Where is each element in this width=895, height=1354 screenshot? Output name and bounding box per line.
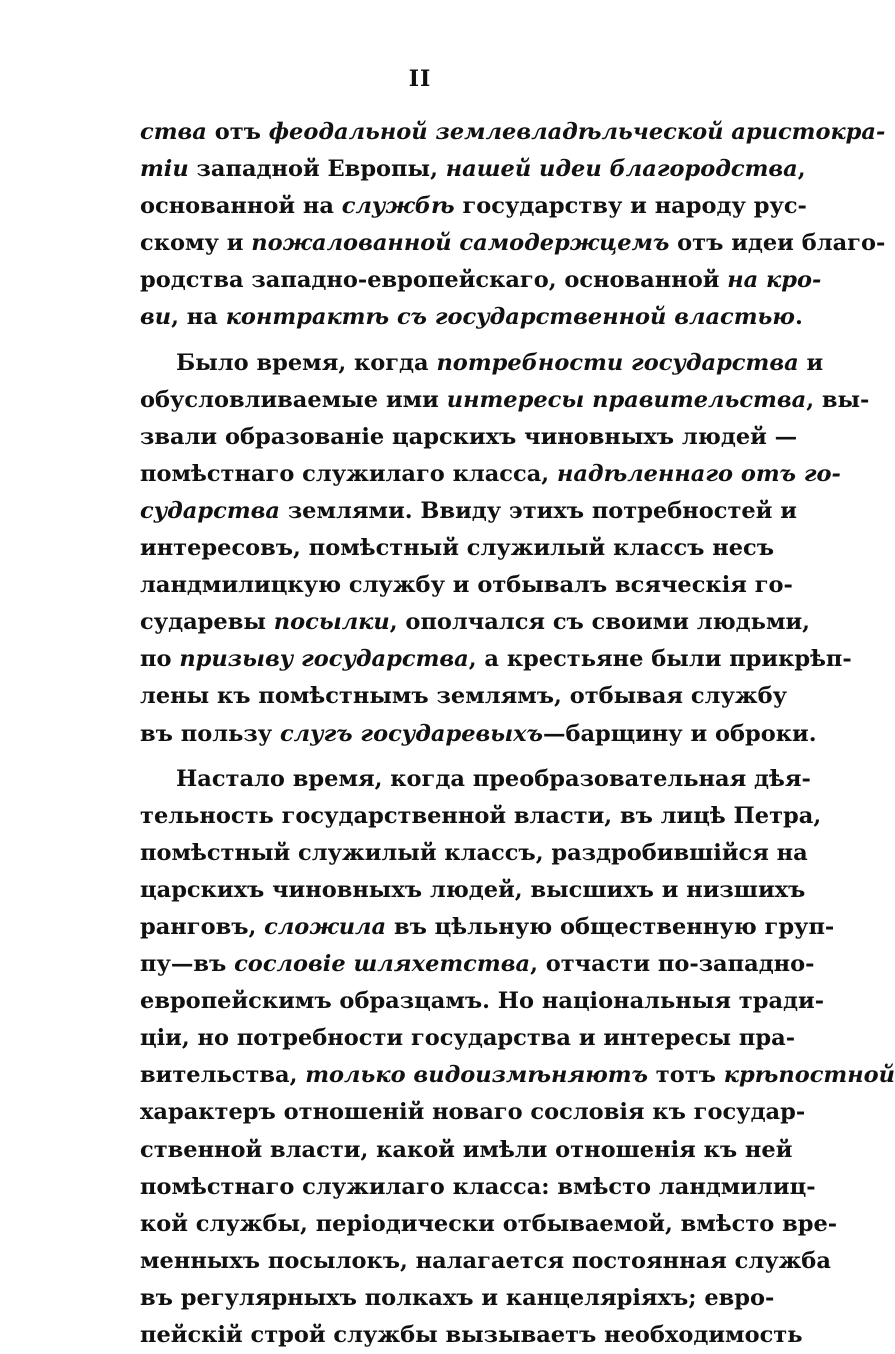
text-segment: менныхъ посылокъ, налагается постоянная служба	[140, 1247, 831, 1274]
text-segment: характеръ отношеній новаго сословія къ государ-	[140, 1099, 806, 1126]
text-segment: европейскимъ образцамъ. Но національныя тради-	[140, 988, 825, 1015]
text-line	[140, 641, 852, 678]
text-line	[140, 1169, 816, 1206]
text-line	[140, 983, 825, 1020]
text-segment: ственной власти, какой имѣли отношенія къ ней	[140, 1136, 793, 1163]
text-line	[140, 382, 870, 419]
text-line	[140, 909, 835, 946]
text-segment: пу—въ	[140, 951, 235, 978]
text-line	[140, 678, 787, 715]
text-segment: по	[140, 646, 180, 673]
text-segment: помѣстный служилый классъ, раздробившійся на	[140, 839, 808, 866]
emphasis-text: ви	[140, 304, 172, 331]
text-line	[140, 1317, 803, 1354]
emphasis-text: контрактѣ съ государственной властью	[225, 304, 795, 331]
text-segment: пейскій строй службы вызываетъ необходимость	[140, 1322, 803, 1348]
emphasis-text: тіи	[140, 156, 189, 183]
text-segment: и	[798, 349, 824, 376]
text-segment: западной Европы,	[188, 156, 446, 183]
text-segment: въ пользу	[140, 720, 280, 747]
text-line	[140, 345, 824, 382]
emphasis-text: только видоизмѣняютъ	[305, 1062, 648, 1089]
text-line	[140, 567, 793, 604]
text-line	[140, 1020, 796, 1057]
text-segment: въ регулярныхъ полкахъ и канцеляріяхъ; евро-	[140, 1284, 775, 1311]
text-segment: кой службы, періодически отбываемой, вмѣсто вре-	[140, 1210, 838, 1237]
text-line	[140, 1057, 895, 1094]
text-segment: сударевы	[140, 609, 274, 636]
text-segment: ,	[797, 156, 806, 183]
page-number: II	[408, 66, 432, 92]
emphasis-text: пожалованной самодержцемъ	[251, 230, 670, 257]
emphasis-text: сложила	[264, 913, 387, 940]
text-line	[140, 530, 774, 567]
emphasis-text: сударства	[140, 497, 280, 524]
text-line	[140, 761, 811, 798]
text-segment: землями. Ввиду этихъ потребностей и	[279, 497, 797, 524]
text-line	[140, 493, 797, 530]
text-line	[140, 604, 811, 641]
text-line	[140, 114, 886, 151]
text-segment: отъ идеи благо-	[669, 230, 886, 257]
emphasis-text: посылки	[273, 609, 390, 636]
emphasis-text: надѣленнаго отъ го-	[556, 460, 841, 487]
text-segment: основанной на	[140, 193, 342, 220]
emphasis-text: потребности государства	[436, 349, 799, 376]
text-segment: , на	[171, 304, 226, 331]
text-line	[140, 299, 803, 336]
text-segment: , а крестьяне были прикрѣп-	[468, 646, 852, 673]
text-segment: въ цѣльную общественную груп-	[386, 913, 835, 940]
emphasis-text: слугъ государевыхъ	[279, 720, 543, 747]
text-line	[140, 1243, 831, 1280]
text-line	[140, 1206, 838, 1243]
text-line	[140, 1094, 806, 1131]
text-line	[140, 262, 822, 299]
text-segment: тотъ	[647, 1062, 724, 1089]
text-segment: царскихъ чиновныхъ людей, высшихъ и низшихъ	[140, 876, 806, 903]
emphasis-text: ства	[140, 119, 207, 145]
text-segment: , отчасти по-западно-	[530, 951, 815, 978]
text-segment: интересовъ, помѣстный служилый классъ несъ	[140, 535, 774, 562]
text-line	[140, 872, 806, 909]
emphasis-text: на кро-	[727, 267, 822, 294]
text-segment: .	[794, 304, 803, 331]
text-line	[140, 225, 886, 262]
page-body-text	[140, 114, 895, 1354]
text-line	[140, 419, 798, 456]
text-segment: обусловливаемые ими	[140, 386, 447, 413]
text-segment: —барщину и оброки.	[542, 720, 817, 747]
emphasis-text: нашей идеи благородства	[445, 156, 798, 183]
text-segment: ранговъ,	[140, 913, 265, 940]
text-segment: Было время, когда	[176, 349, 437, 376]
text-line	[140, 835, 808, 872]
text-segment: помѣстнаго служилаго класса: вмѣсто ландмилиц-	[140, 1173, 816, 1200]
text-segment: лены къ помѣстнымъ землямъ, отбывая службу	[140, 683, 787, 710]
emphasis-text: призыву государства	[179, 646, 469, 673]
emphasis-text: крѣпостной	[723, 1062, 895, 1089]
text-segment: тельность государственной власти, въ лицѣ Петра,	[140, 802, 822, 829]
text-segment: отъ	[206, 119, 269, 145]
emphasis-text: интересы правительства	[446, 386, 807, 413]
text-line	[140, 946, 815, 983]
text-segment: звали образованіе царскихъ чиновныхъ людей —	[140, 423, 798, 450]
text-segment: ландмилицкую службу и отбывалъ всяческія го-	[140, 572, 793, 599]
text-line	[140, 456, 841, 493]
text-line	[140, 716, 817, 753]
text-segment: Настало время, когда преобразовательная дѣя-	[176, 765, 811, 792]
text-segment: родства западно-европейскаго, основанной	[140, 267, 728, 294]
text-segment: вительства,	[140, 1062, 306, 1089]
emphasis-text: сословіе шляхетства	[234, 951, 531, 978]
emphasis-text: службѣ	[341, 193, 455, 220]
text-line	[140, 1280, 775, 1317]
text-segment: ціи, но потребности государства и интересы пра-	[140, 1025, 796, 1052]
text-line	[140, 1132, 793, 1169]
text-segment: скому и	[140, 230, 252, 257]
text-line	[140, 151, 806, 188]
emphasis-text: феодальной землевладѣльческой аристокра-	[268, 119, 886, 145]
text-line	[140, 188, 807, 225]
text-segment: государству и народу рус-	[454, 193, 807, 220]
text-segment: , вы-	[806, 386, 870, 413]
text-segment: , ополчался съ своими людьми,	[389, 609, 811, 636]
text-segment: помѣстнаго служилаго класса,	[140, 460, 557, 487]
text-line	[140, 798, 822, 835]
